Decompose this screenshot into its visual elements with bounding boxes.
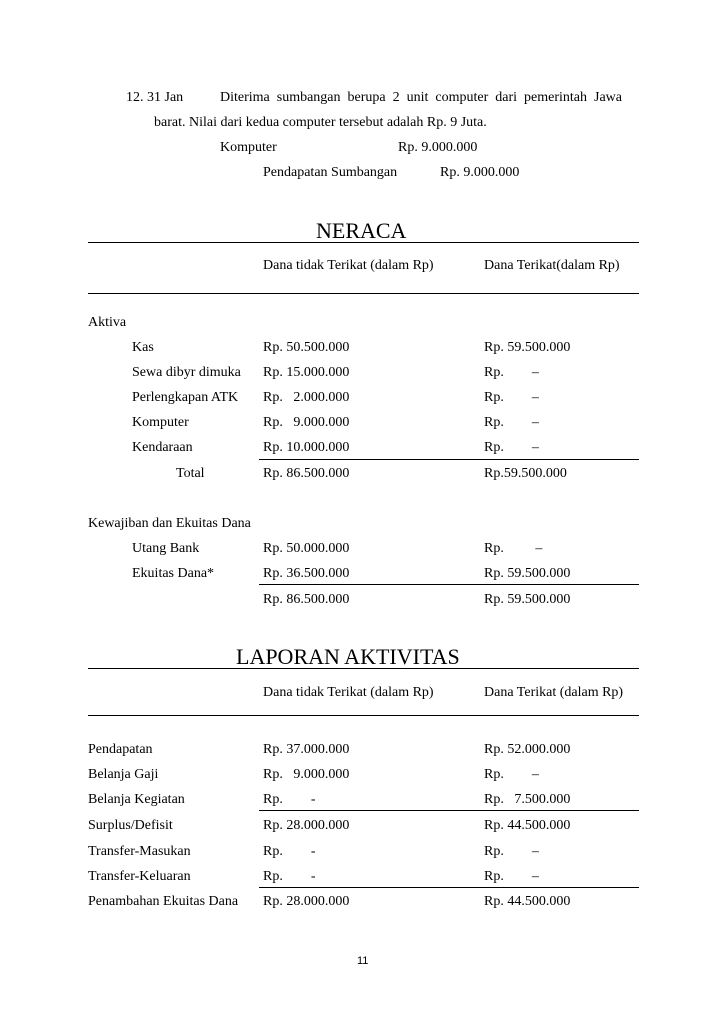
credit-amount: Rp. 9.000.000 xyxy=(440,165,520,180)
aktiva-label: Aktiva xyxy=(88,315,127,330)
table-cell: Rp. 10.000.000 xyxy=(263,440,350,455)
laporan-header-rule xyxy=(88,715,639,716)
table-row-label: Sewa dibyr dimuka xyxy=(132,365,241,380)
table-cell: Rp. – xyxy=(484,541,543,556)
neraca-title: NERACA xyxy=(316,218,407,243)
page-number: 11 xyxy=(357,955,369,967)
table-cell: Rp. 28.000.000 xyxy=(263,894,350,909)
table-row-label: Kas xyxy=(132,340,154,355)
laporan-title: LAPORAN AKTIVITAS xyxy=(236,644,460,669)
table-cell: Rp. 37.000.000 xyxy=(263,742,350,757)
table-cell: Rp. - xyxy=(263,844,316,859)
table-row-label: Belanja Gaji xyxy=(88,767,159,782)
table-cell: Rp. - xyxy=(263,869,316,884)
table-cell: Rp. – xyxy=(484,767,539,782)
table-cell: Rp. – xyxy=(484,440,539,455)
table-row-label: Transfer-Masukan xyxy=(88,844,191,859)
laporan-col1-header: Dana tidak Terikat (dalam Rp) xyxy=(263,685,434,700)
table-cell: Rp. 7.500.000 xyxy=(484,792,571,807)
table-cell: Rp. 9.000.000 xyxy=(263,767,350,782)
table-cell: Rp. 50.500.000 xyxy=(263,340,350,355)
table-cell: Rp. 9.000.000 xyxy=(263,415,350,430)
table-row-label: Utang Bank xyxy=(132,541,200,556)
aktiva-total-label: Total xyxy=(176,466,205,481)
table-row-label: Ekuitas Dana* xyxy=(132,566,215,581)
laporan-col2-header: Dana Terikat (dalam Rp) xyxy=(484,685,624,700)
table-row-label: Transfer-Keluaran xyxy=(88,869,191,884)
aktiva-total-v1: Rp. 86.500.000 xyxy=(263,466,350,481)
table-cell: Rp. 28.000.000 xyxy=(263,818,350,833)
kewajiban-total-v2: Rp. 59.500.000 xyxy=(484,592,571,607)
neraca-col2-header: Dana Terikat(dalam Rp) xyxy=(484,258,620,273)
neraca-top-rule xyxy=(88,242,639,243)
table-cell: Rp. – xyxy=(484,844,539,859)
table-cell: Rp. 59.500.000 xyxy=(484,566,571,581)
laporan-top-rule xyxy=(88,668,639,669)
table-row-label: Belanja Kegiatan xyxy=(88,792,185,807)
table-cell: Rp. – xyxy=(484,365,539,380)
table-cell: Rp. 52.000.000 xyxy=(484,742,571,757)
aktiva-subtotal-rule xyxy=(259,459,639,460)
entry-description-line1: Diterima sumbangan berupa 2 unit computer dari pemerintah Jawa xyxy=(220,90,622,105)
table-cell: Rp. – xyxy=(484,415,539,430)
table-row-label: Komputer xyxy=(132,415,189,430)
entry-description-line2: barat. Nilai dari kedua computer tersebut adalah Rp. 9 Juta. xyxy=(154,115,487,130)
table-row-label: Kendaraan xyxy=(132,440,193,455)
laporan-subtotal-rule-1 xyxy=(259,810,639,811)
table-cell: Rp. 2.000.000 xyxy=(263,390,350,405)
neraca-col1-header: Dana tidak Terikat (dalam Rp) xyxy=(263,258,434,273)
table-row-label: Surplus/Defisit xyxy=(88,818,173,833)
table-cell: Rp. 15.000.000 xyxy=(263,365,350,380)
table-cell: Rp. - xyxy=(263,792,316,807)
table-cell: Rp. 50.000.000 xyxy=(263,541,350,556)
table-cell: Rp. 44.500.000 xyxy=(484,894,571,909)
table-row-label: Pendapatan xyxy=(88,742,153,757)
table-row-label: Penambahan Ekuitas Dana xyxy=(88,894,239,909)
kewajiban-total-v1: Rp. 86.500.000 xyxy=(263,592,350,607)
table-cell: Rp. – xyxy=(484,869,539,884)
debit-amount: Rp. 9.000.000 xyxy=(398,140,478,155)
debit-account: Komputer xyxy=(220,140,277,155)
laporan-subtotal-rule-2 xyxy=(259,887,639,888)
credit-account: Pendapatan Sumbangan xyxy=(263,165,398,180)
neraca-header-rule xyxy=(88,293,639,294)
table-cell: Rp. 36.500.000 xyxy=(263,566,350,581)
table-cell: Rp. – xyxy=(484,390,539,405)
aktiva-total-v2: Rp.59.500.000 xyxy=(484,466,567,481)
entry-number-date: 12. 31 Jan xyxy=(126,90,184,105)
table-cell: Rp. 59.500.000 xyxy=(484,340,571,355)
kewajiban-label: Kewajiban dan Ekuitas Dana xyxy=(88,516,251,531)
table-row-label: Perlengkapan ATK xyxy=(132,390,239,405)
table-cell: Rp. 44.500.000 xyxy=(484,818,571,833)
kewajiban-subtotal-rule xyxy=(259,584,639,585)
